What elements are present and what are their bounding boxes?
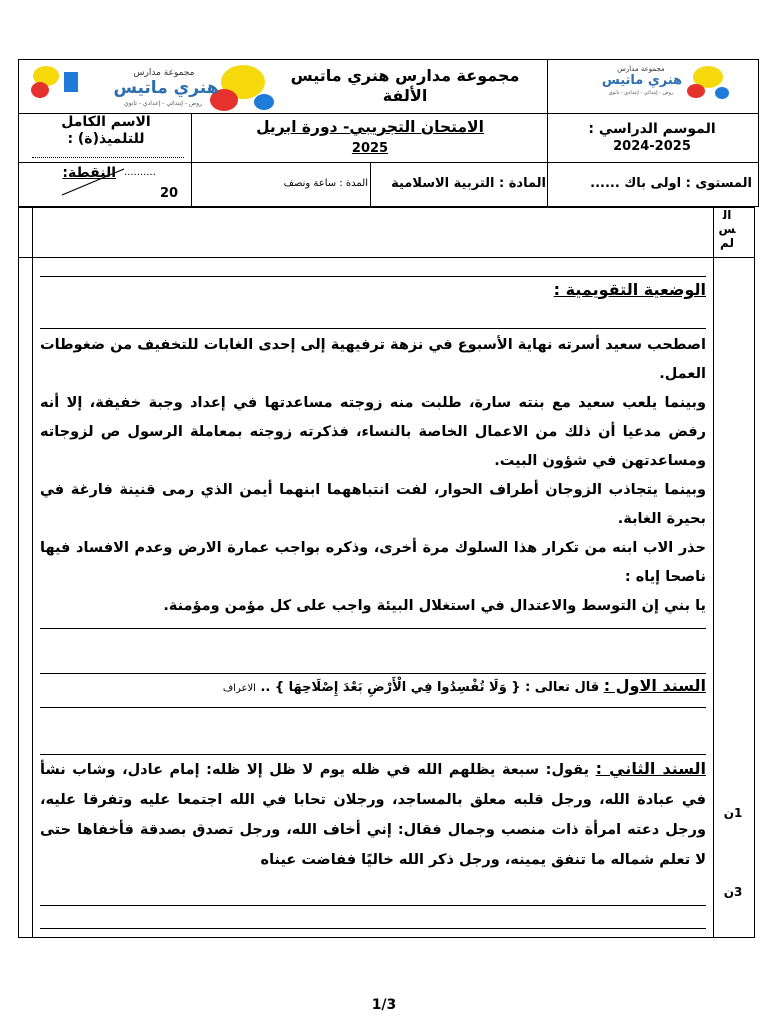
logo-small-brand: هنري ماتيس xyxy=(601,73,683,88)
story-paragraph-1: اصطحب سعيد أسرته نهاية الأسبوع في نزهة ترفيهية إلى إحدى الغابات للتخفيف من ضغوطات العمل. xyxy=(40,337,706,382)
logo-brand: هنري ماتيس xyxy=(113,78,219,98)
exam-subject: المادة : التربية الاسلامية xyxy=(391,176,546,191)
exam-year: 2025 xyxy=(351,141,389,156)
school-title: مجموعة مدارس هنري ماتيس الألفة xyxy=(290,66,520,105)
story-bottom-line xyxy=(40,628,706,629)
content-left-margin-line xyxy=(32,207,33,938)
season-value: 2024-2025 xyxy=(613,139,691,154)
source1-line xyxy=(40,675,706,700)
situation-title: الوضعية التقويمية : xyxy=(553,280,706,299)
side-header-label: الس لم xyxy=(718,208,736,250)
content-last-line xyxy=(40,928,706,929)
content-header-row-line xyxy=(18,257,755,258)
source2-text: يقول: سبعة يظلهم الله في ظله يوم لا ظل إلا ظله: إمام عادل، وشاب نشأ في عبادة الله، ورجل قلبه معلق بالمساجد، ورجلان تحابا في الله اجتمعا عليه وتفرقا عليه، ورجل دعته امرأة ذات منصب وجمال فقال: إني أخاف الله، ورجل تصدق بصدقة فأخفاها حتى لا تعلم شماله ما تنفق يمينه، ورجل ذكر الله خاليًا ففاضت عيناه xyxy=(40,762,706,868)
header-col-divider-right xyxy=(547,59,548,207)
story-paragraph-4: حذر الاب ابنه من تكرار هذا السلوك مرة أخرى، وذكره بواجب عمارة الارض وعدم الافساد فيها ناصحا إياه : xyxy=(40,540,706,585)
exam-level: المستوى : اولى باك ...... xyxy=(590,176,752,191)
exam-title-text: الامتحان التجريبي- دورة ابريل xyxy=(256,118,484,136)
exam-title xyxy=(200,117,540,159)
story-paragraph-5: يا بني إن التوسط والاعتدال في استغلال البيئة واجب على كل مؤمن ومؤمنة. xyxy=(163,598,706,614)
content-marks-column-line xyxy=(713,207,714,938)
situation-story xyxy=(40,331,706,621)
logo-small-group-label: مجموعة مدارس xyxy=(617,65,665,73)
source2-bottom-line xyxy=(40,905,706,906)
source1-ref: الاعراف xyxy=(222,683,256,694)
source1-top-line xyxy=(40,673,706,674)
situation-bottom-line xyxy=(40,328,706,329)
header-col-divider-left xyxy=(191,113,192,207)
story-paragraph-2: وبينما يلعب سعيد مع بنته سارة، طلبت منه زوجته مساعدتها في إعداد وجبة خفيفة، إلا أنه رفض مدعيا أن ذلك من الاعمال الخاصة بالنساء، فذكرته زوجته بمعاملة الرسول ص لزوجاته ومساعدتهن في شؤون البيت. xyxy=(40,395,706,469)
season-label: الموسم الدراسي : xyxy=(588,121,716,137)
header-row-divider-2 xyxy=(18,162,759,163)
story-paragraph-3: وبينما يتجاذب الزوجان أطراف الحوار، لفت انتباههما ابنهما أيمن الذي رمى قنينة فارغة في بحيرة الغابة. xyxy=(40,482,706,527)
logo-levels: روض - إبتدائي - إعدادي - ثانوي xyxy=(123,100,203,107)
source1-bottom-line xyxy=(40,707,706,708)
grade-label: النقطة: xyxy=(62,165,116,181)
mark-question-1: 1ن xyxy=(723,806,743,820)
student-name-label: الاسم الكامل للتلميذ(ة) : xyxy=(61,114,151,147)
page-number: 1/3 xyxy=(371,997,397,1013)
header-col-divider-duration xyxy=(370,162,371,207)
situation-top-line xyxy=(40,276,706,277)
source1-text: قال تعالى : { وَلَا تُفْسِدُوا فِي الْأَرْضِ بَعْدَ إِصْلَاحِهَا } .. xyxy=(260,680,600,695)
logo-group-label: مجموعة مدارس xyxy=(133,68,195,78)
school-logo-small xyxy=(556,63,736,103)
student-name-dotted-line xyxy=(32,157,184,158)
grade-total: 20 xyxy=(160,186,179,201)
source2-block xyxy=(40,754,706,875)
exam-duration: المدة : ساعة ونصف xyxy=(283,178,368,189)
grade-slash-icon xyxy=(58,167,128,197)
source2-title: السند الثاني : xyxy=(595,759,706,778)
logo-small-levels: روض - إبتدائي - إعدادي - ثانوي xyxy=(608,90,674,96)
school-logo-large xyxy=(28,62,278,112)
grade-dots: .......... xyxy=(124,167,156,178)
source1-title: السند الاول : xyxy=(603,676,706,695)
mark-question-2: 3ن xyxy=(723,885,743,899)
